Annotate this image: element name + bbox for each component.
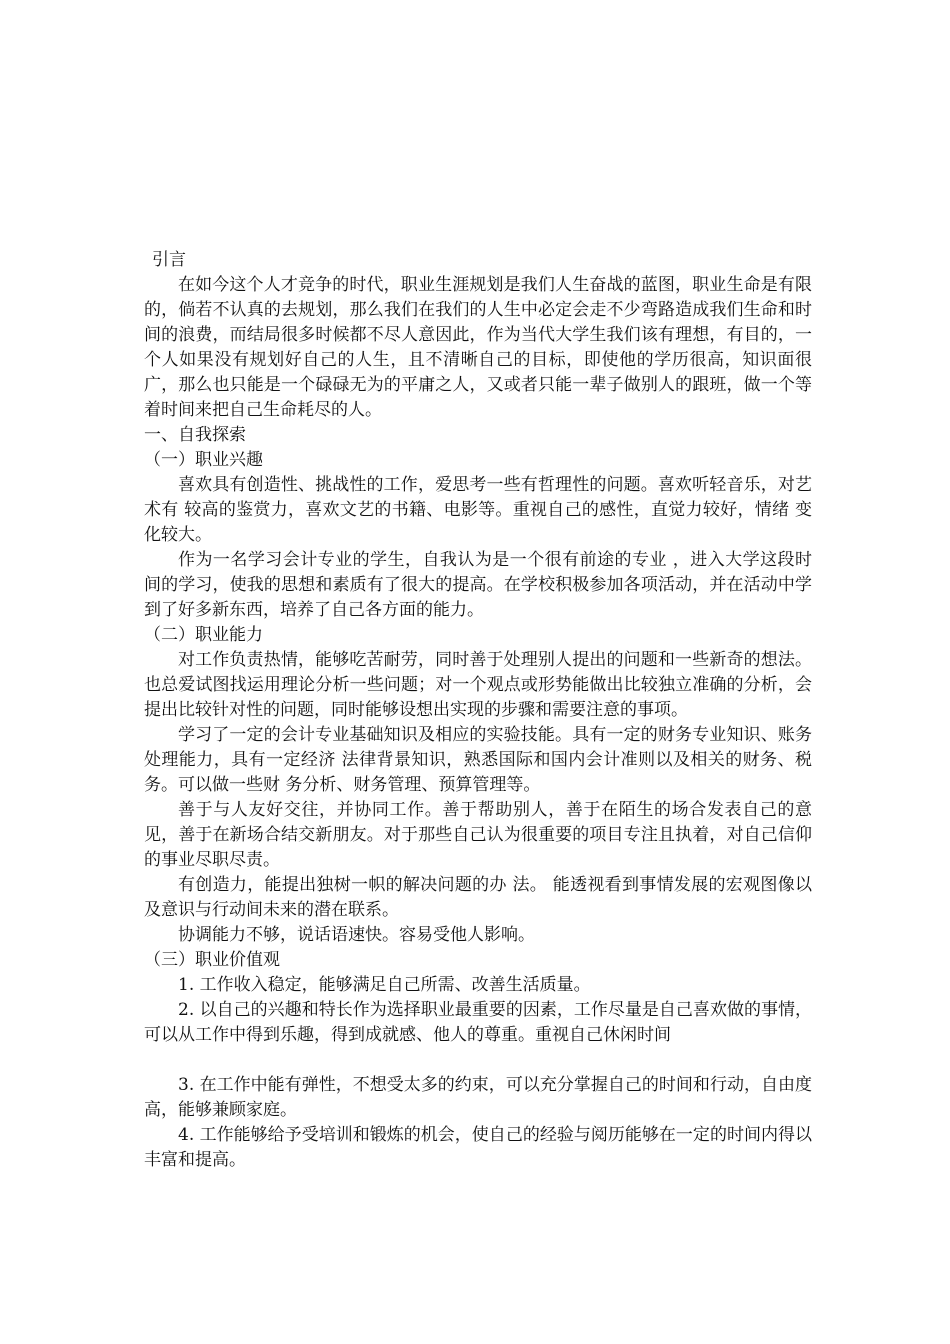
document-body [144,248,812,1173]
ability-paragraph: 善于与人友好交往，并协同工作。善于帮助别人，善于在陌生的场合发表自己的意见，善于在新场合结交新朋友。对于那些自己认为很重要的项目专注且执着，对自己信仰的事业尽职尽责。 [144,800,812,870]
ability-paragraph: 协调能力不够，说话语速快。容易受他人影响。 [178,925,535,945]
values-list-item: 1. 工作收入稳定，能够满足自己所需、改善生活质量。 [178,975,591,995]
ability-paragraph: 学习了一定的会计专业基础知识及相应的实验技能。具有一定的财务专业知识、账务处理能力，具有一定经济 法律背景知识，熟悉国际和国内会计准则以及相关的财务、税务。可以做一些财 务分析、财务管理、预算管理等。 [144,725,812,795]
section-heading-self-exploration: 一、自我探索 [144,425,246,445]
intro-paragraph: 在如今这个人才竞争的时代，职业生涯规划是我们人生奋战的蓝图，职业生命是有限的，倘若不认真的去规划，那么我们在我们的人生中必定会走不少弯路造成我们生命和时间的浪费，而结局很多时候都不尽人意因此，作为当代大学生我们该有理想，有目的，一个人如果没有规划好自己的人生，且不清晰自己的目标，即使他的学历很高，知识面很广，那么也只能是一个碌碌无为的平庸之人，又或者只能一辈子做别人的跟班，做一个等着时间来把自己生命耗尽的人。 [144,275,812,420]
intro-heading: 引言 [152,250,186,270]
subsection-heading-career-interest: （一）职业兴趣 [144,450,263,470]
values-list-item: 4. 工作能够给予受培训和锻炼的机会，使自己的经验与阅历能够在一定的时间内得以丰富和提高。 [144,1125,812,1170]
interest-paragraph: 作为一名学习会计专业的学生，自我认为是一个很有前途的专业 ，进入大学这段时间的学习，使我的思想和素质有了很大的提高。在学校积极参加各项活动，并在活动中学到了好多新东西，培养了自己各方面的能力。 [144,550,812,620]
subsection-heading-career-ability: （二）职业能力 [144,625,263,645]
values-list-item: 3. 在工作中能有弹性，不想受太多的约束，可以充分掌握自己的时间和行动，自由度高，能够兼顾家庭。 [144,1075,812,1120]
ability-paragraph: 对工作负责热情，能够吃苦耐劳，同时善于处理别人提出的问题和一些新奇的想法。也总爱试图找运用理论分析一些问题；对一个观点或形势能做出比较独立准确的分析，会提出比较针对性的问题，同时能够设想出实现的步骤和需要注意的事项。 [144,650,812,720]
paragraph-gap [144,1048,812,1073]
values-list-item: 2. 以自己的兴趣和特长作为选择职业最重要的因素，工作尽量是自己喜欢做的事情，可以从工作中得到乐趣，得到成就感、他人的尊重。重视自己休闲时间 [144,1000,812,1045]
subsection-heading-career-values: （三）职业价值观 [144,950,280,970]
interest-paragraph: 喜欢具有创造性、挑战性的工作，爱思考一些有哲理性的问题。喜欢听轻音乐，对艺术有 较高的鉴赏力，喜欢文艺的书籍、电影等。重视自己的感性，直觉力较好，情绪 变化较大。 [144,475,812,545]
ability-paragraph: 有创造力，能提出独树一帜的解决问题的办 法。 能透视看到事情发展的宏观图像以及意识与行动间未来的潜在联系。 [144,875,812,920]
